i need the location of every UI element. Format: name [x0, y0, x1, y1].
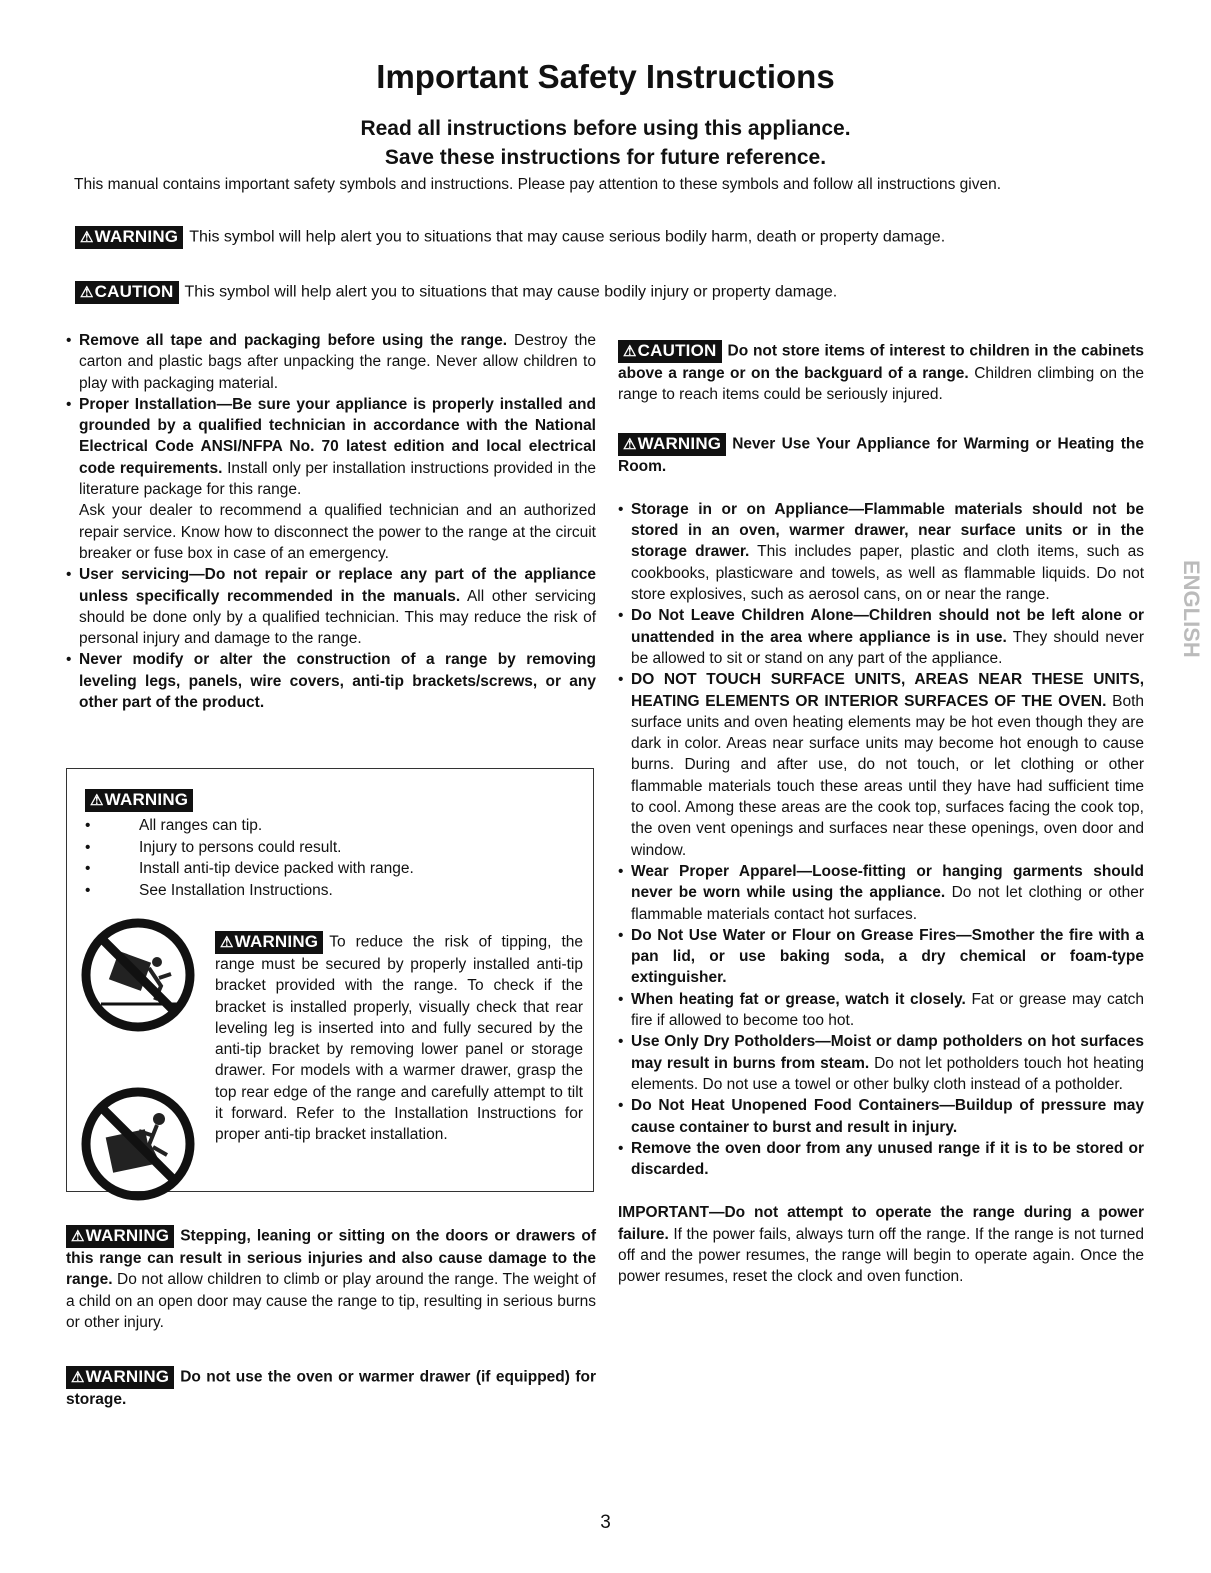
list-item: • Wear Proper Apparel—Loose-fitting or hanging garments should never be worn while using the appliance. Do not let clothing or other flammable materials contact hot surfaces. — [618, 861, 1144, 925]
paragraph: IMPORTANT—Do not attempt to operate the range during a power failure. If the power fails, always turn off the range. If the range is not turned off and the power resumes, the range will begin to operate again. Once the power resumes, reset the clock and oven function. — [618, 1204, 1144, 1286]
paragraph: ⚠WARNING Stepping, leaning or sitting on the doors or drawers of this range can result in serious injuries and also cause damage to the range. Do not allow children to climb or play around the range. The weight of a child on an open door may cause the range to tip, resulting in serious burns or other injury. — [66, 1226, 596, 1331]
list-item: • Injury to persons could result. — [85, 837, 414, 859]
alert-triangle-icon: ⚠ — [80, 229, 94, 246]
intro-text: This manual contains important safety symbols and instructions. Please pay attention to these symbols and follow all instructions given. — [74, 176, 1002, 193]
paragraph: Ask your dealer to recommend a qualified technician and an authorized repair service. Know how to disconnect the power to the range at the circuit breaker or fuse box in case of an emergency. — [79, 502, 596, 562]
caution-symbol-text: This symbol will help alert you to situations that may cause bodily injury or property damage. — [184, 283, 838, 301]
caution-symbol-definition — [75, 281, 837, 304]
warning-badge: ⚠WARNING — [66, 1366, 174, 1389]
list-item: • Never modify or alter the construction of a range by removing leveling legs, panels, wire covers, anti-tip brackets/screws, or any other part of the product. — [66, 649, 596, 713]
page-number: 3 — [600, 1512, 611, 1533]
left-column-lower — [66, 1225, 596, 1410]
subtitle-save: Save these instructions for future reference. — [384, 146, 827, 169]
page-title: Important Safety Instructions — [376, 58, 835, 95]
list-item: • All ranges can tip. — [85, 815, 414, 837]
alert-triangle-icon: ⚠ — [80, 284, 94, 301]
language-side-tab: ENGLISH — [1179, 560, 1204, 658]
list-item: • Remove all tape and packaging before using the range. Destroy the carton and plastic bags after unpacking the range. Never allow children to play with packaging material. — [66, 330, 596, 394]
warning-badge: ⚠WARNING — [618, 433, 726, 456]
warning-badge: ⚠WARNING — [85, 789, 193, 812]
subtitle-read: Read all instructions before using this appliance. — [360, 117, 851, 140]
list-item: • Do Not Leave Children Alone—Children should not be left alone or unattended in the area where appliance is in use. They should never be allowed to sit or stand on any part of the appliance. — [618, 605, 1144, 669]
list-item: • Proper Installation—Be sure your appliance is properly installed and grounded by a qualified technician in accordance with the National Electrical Code ANSI/NFPA No. 70 latest edition and local electrical code requirements. Install only per installation instructions provided in the literature package for this range. — [66, 394, 596, 500]
warning-symbol-text: This symbol will help alert you to situations that may cause serious bodily harm, death or property damage. — [189, 228, 946, 246]
list-item: • See Installation Instructions. — [85, 880, 414, 902]
alert-triangle-icon: ⚠ — [220, 934, 234, 951]
anti-tip-instructions: ⚠WARNING To reduce the risk of tipping, the range must be secured by properly installed anti-tip bracket provided with the range. To check if the bracket is installed properly, visually check that rear leveling leg is inserted into and fully secured by the anti-tip bracket by removing lower panel or storage drawer. For models with a warmer drawer, grasp the top rear edge of the range and carefully attempt to tilt it forward. Refer to the Installation Instructions for proper anti-tip bracket installation. — [215, 932, 583, 1144]
warning-symbol-definition — [75, 226, 945, 249]
list-item: • DO NOT TOUCH SURFACE UNITS, AREAS NEAR THESE UNITS, HEATING ELEMENTS OR INTERIOR SURFACES OF THE OVEN. Both surface units and oven heating elements may be hot even though they are dark in color. Areas near surface units may become hot enough to cause burns. During and after use, do not touch, or let clothing or other flammable materials touch these areas until they have had sufficient time to cool. Among these areas are the cook top, surfaces facing the cook top, the oven vent openings and surfaces near these openings, oven door and window. — [618, 669, 1144, 861]
no-tipping-icon — [79, 916, 197, 1034]
list-item: • Use Only Dry Potholders—Moist or damp potholders on hot surfaces may result in burns from steam. Do not let potholders touch hot heating elements. Do not use a towel or other bulky cloth instead of a potholder. — [618, 1031, 1144, 1095]
list-item: • Do Not Use Water or Flour on Grease Fires—Smother the fire with a pan lid, or use baking soda, a dry chemical or foam-type extinguisher. — [618, 925, 1144, 989]
alert-triangle-icon: ⚠ — [623, 343, 637, 360]
list-item: • Storage in or on Appliance—Flammable materials should not be stored in an oven, warmer drawer, near surface units or in the storage drawer. This includes paper, plastic and cloth items, such as cookbooks, plasticware and towels, as well as flammable liquids. Do not store explosives, such as aerosol cans, on or near the range. — [618, 499, 1144, 605]
warning-badge: ⚠WARNING — [215, 931, 323, 954]
anti-tip-warning-box — [66, 768, 594, 1192]
caution-badge: ⚠CAUTION — [75, 281, 179, 304]
list-item: • Install anti-tip device packed with range. — [85, 858, 414, 880]
alert-triangle-icon: ⚠ — [71, 1369, 85, 1387]
paragraph: ⚠CAUTION Do not store items of interest to children in the cabinets above a range or on the backguard of a range. Children climbing on the range to reach items could be seriously injured. — [618, 341, 1144, 404]
alert-triangle-icon: ⚠ — [623, 435, 637, 453]
right-column — [618, 340, 1144, 1288]
list-item: • When heating fat or grease, watch it closely. Fat or grease may catch fire if allowed to become too hot. — [618, 989, 1144, 1032]
list-item: • Remove the oven door from any unused range if it is to be stored or discarded. — [618, 1138, 1144, 1181]
paragraph: ⚠WARNING Never Use Your Appliance for Warming or Heating the Room. — [618, 433, 1144, 475]
list-item: • User servicing—Do not repair or replace any part of the appliance unless specifically recommended in the manuals. All other servicing should be done only by a qualified technician. This may reduce the risk of personal injury and damage to the range. — [66, 564, 596, 649]
alert-triangle-icon: ⚠ — [71, 1228, 85, 1245]
left-column — [66, 330, 596, 713]
alert-triangle-icon: ⚠ — [90, 792, 104, 809]
warning-badge: ⚠WARNING — [75, 226, 183, 249]
no-climbing-icon — [79, 1085, 197, 1203]
tip-warning-list — [85, 815, 414, 901]
list-item: • Do Not Heat Unopened Food Containers—Buildup of pressure may cause container to burst and result in injury. — [618, 1095, 1144, 1138]
paragraph: ⚠WARNING Do not use the oven or warmer drawer (if equipped) for storage. — [66, 1367, 596, 1409]
warning-badge: ⚠WARNING — [66, 1225, 174, 1248]
caution-badge: ⚠CAUTION — [618, 340, 722, 363]
